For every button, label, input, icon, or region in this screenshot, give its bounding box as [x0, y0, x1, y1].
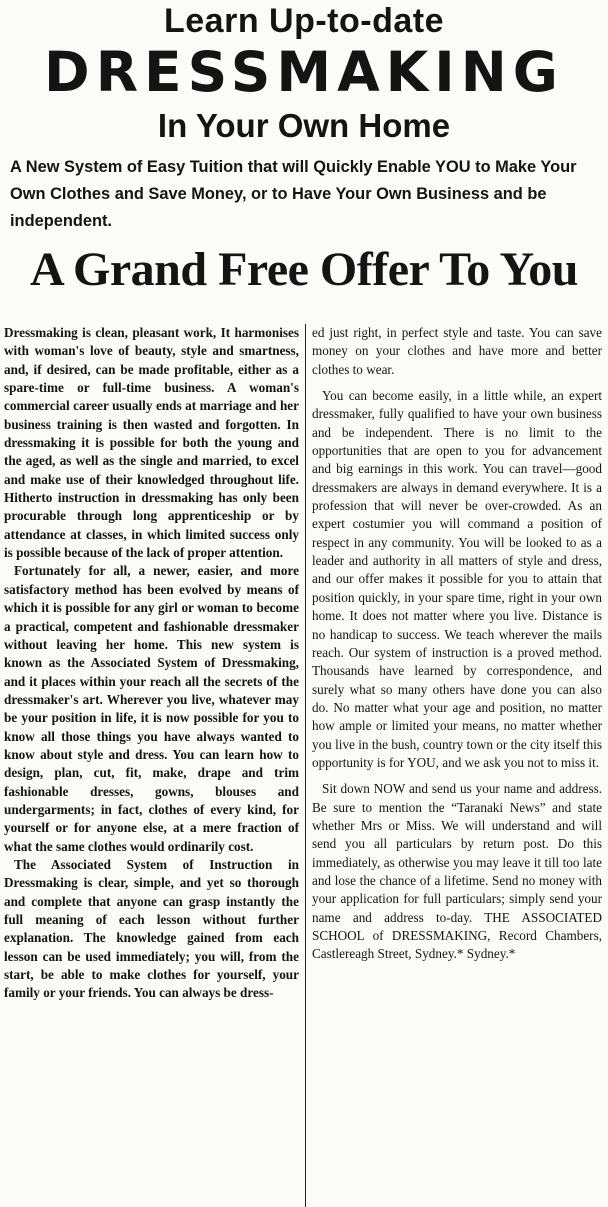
- advertisement-page: [0, 2, 608, 1207]
- body-columns: [4, 324, 602, 1207]
- lede-paragraph: A New System of Easy Tuition that will Quickly Enable YOU to Make Your Own Clothes and Save Money, or to Have Your Own Business and be independent.: [10, 158, 577, 230]
- right-paragraph: You can become easily, in a little while, an expert dressmaker, fully qualified to have your own business and be independent. There is no limit to the opportunities that are open to you for advancement and big earnings in this work. You can travel—good dressmakers are always in demand everywhere. It is a profession that will never be over-crowded. As an expert costumier you will command a position of respect in any community. You will be looked to as a leader and authority in all matters of style and dress, and our offer makes it possible for you to attain that position quickly, in your spare time, right in your own home. It does not matter where you live. Distance is no handicap to success. We teach wherever the mails reach. Our system of instruction is a proved method. Thousands have learned by correspondence, and surely what so many others have done you can also do. No matter what your age and position, no matter how ample or limited your means, no matter whether you live in the bush, country town or the city itself this opportunity is for YOU, and we ask you not to miss it.: [311, 388, 602, 770]
- right-column: [310, 324, 602, 1207]
- main-title: DRESSMAKING: [44, 40, 564, 104]
- kicker-heading: Learn Up-to-date: [164, 2, 444, 40]
- offer-banner: A Grand Free Offer To You: [30, 243, 578, 296]
- ad-header: [0, 2, 608, 299]
- left-column: [4, 324, 303, 1207]
- right-paragraph: ed just right, in perfect style and taste. You can save money on your clothes and have more and better clothes to wear.: [311, 325, 602, 377]
- left-paragraph: The Associated System of Instruction in Dressmaking is clear, simple, and yet so thorough and complete that anyone can grasp instantly the full meaning of each lesson without further explanation. The knowledge gained from each lesson can be used immediately; you will, from the start, be able to make clothes for yourself, your family or your friends. You can always be dress-: [4, 856, 299, 1001]
- right-paragraph: Sit down NOW and send us your name and address. Be sure to mention the “Taranaki News” and state whether Mrs or Miss. We will understand and will send you all particulars by return post. Do this immediately, as otherwise you may leave it till too late and lose the chance of a lifetime. Send no money with your application for full particulars; simply send your name and address to-day. THE ASSOCIATED SCHOOL of DRESSMAKING, Record Chambers, Castlereagh Street, Sydney.* Sydney.*: [311, 781, 602, 962]
- subtitle: In Your Own Home: [157, 107, 451, 144]
- column-divider: [305, 324, 306, 1207]
- left-paragraph: Dressmaking is clean, pleasant work, It harmonises with woman's love of beauty, style and smartness, and, if desired, can be made profitable, either as a spare-time or full-time business. A woman's commercial career usually ends at marriage and her business training is then wasted and forgotten. In dressmaking it is possible for both the young and the aged, as well as the single and married, to excel and make use of their knowledged throughout life. Hitherto instruction in dressmaking has only been procurable through long apprenticeship or by attendance at classes, in which limited success only is possible because of the lack of proper attention.: [4, 325, 299, 561]
- left-paragraph: Fortunately for all, a newer, easier, and more satisfactory method has been evolved by means of which it is possible for any girl or woman to become a practical, competent and fashionable dressmaker without leaving her home. This new system is known as the Associated System of Dressmaking, and it places within your reach all the secrets of the dressmaker's art. Wherever you live, whatever may be your position in life, it is now possible for you to know all those things you have always wanted to know about style and dress. You can learn how to design, plan, cut, fit, make, drape and trim fashionable dresses, gowns, blouses and undergarments; in fact, clothes of every kind, for yourself or for anyone else, at a mere fraction of what the same clothes would ordinarily cost.: [4, 563, 299, 854]
